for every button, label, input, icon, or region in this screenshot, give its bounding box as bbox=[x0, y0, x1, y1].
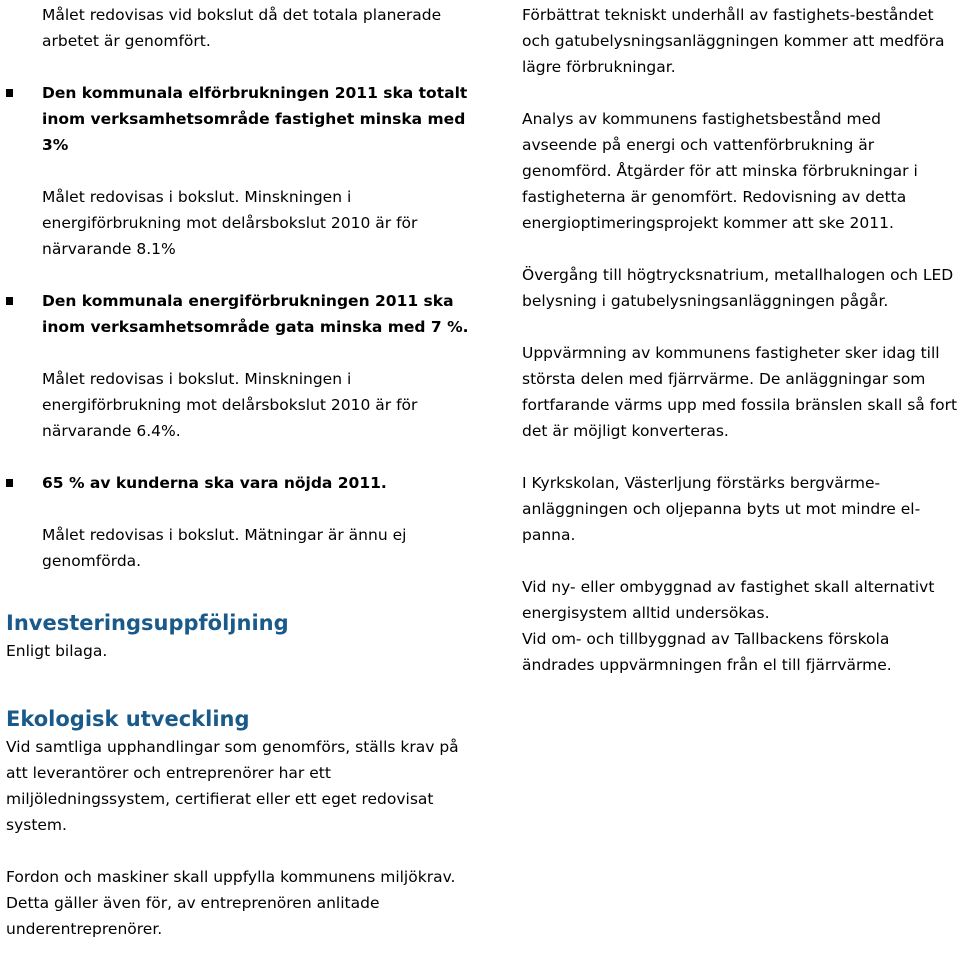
paragraph-alternative-energy: Vid ny- eller ombyggnad av fastighet skall alternativt energisystem alltid undersökas. bbox=[522, 578, 935, 622]
paragraph-vehicles: Fordon och maskiner skall uppfylla kommunens miljökrav. Detta gäller även för, av entreprenören anlitade underentreprenörer. bbox=[6, 868, 456, 938]
paragraph-procurement: Vid samtliga upphandlingar som genomförs, ställs krav på att leverantörer och entreprenörer har ett miljöledningssystem, certifierat eller ett eget redovisat system. bbox=[6, 738, 459, 834]
paragraph-electricity-result: Målet redovisas i bokslut. Minskningen i energiförbrukning mot delårsbokslut 2010 är för närvarande 8.1% bbox=[42, 188, 418, 258]
goal-customer-satisfaction-text: 65 % av kunderna ska vara nöjda 2011. bbox=[42, 474, 387, 492]
paragraph-measurement: Målet redovisas i bokslut. Mätningar är ännu ej genomförda. bbox=[42, 526, 407, 570]
bullet-icon bbox=[6, 89, 13, 97]
bullet-icon bbox=[6, 297, 13, 305]
paragraph-total-work: Målet redovisas vid bokslut då det totala planerade arbetet är genomfört. bbox=[42, 6, 442, 50]
paragraph-energy-result: Målet redovisas i bokslut. Minskningen i energiförbrukning mot delårsbokslut 2010 är för närvarande 6.4%. bbox=[42, 370, 418, 440]
paragraph-attachment: Enligt bilaga. bbox=[6, 642, 108, 660]
paragraph-maintenance: Förbättrat tekniskt underhåll av fastighets-beståndet och gatubelysningsanläggningen kommer att medföra lägre förbrukningar. bbox=[522, 6, 945, 76]
goal-electricity bbox=[6, 80, 476, 158]
goal-energy-street bbox=[6, 288, 476, 340]
paragraph-lighting: Övergång till högtrycksnatrium, metallhalogen och LED belysning i gatubelysningsanläggningen pågår. bbox=[522, 266, 954, 310]
paragraph-analysis: Analys av kommunens fastighetsbestånd med avseende på energi och vattenförbrukning är genomförd. Åtgärder för att minska förbrukningar i fastigheterna är genomfört. Redovisning av detta energioptimeringsprojekt kommer att ske 2011. bbox=[522, 110, 918, 232]
paragraph-heating: Uppvärmning av kommunens fastigheter sker idag till största delen med fjärrvärme. De anläggningar som fortfarande värms upp med fossila bränslen skall så fort det är möjligt konverteras. bbox=[522, 344, 958, 440]
goal-customer-satisfaction bbox=[6, 470, 476, 496]
goal-energy-street-text: Den kommunala energiförbrukningen 2011 ska inom verksamhetsområde gata minska med 7 %. bbox=[42, 292, 469, 336]
paragraph-kyrkskolan: I Kyrkskolan, Västerljung förstärks bergvärme-anläggningen och oljepanna byts ut mot mindre el-panna. bbox=[522, 474, 921, 544]
right-column bbox=[522, 0, 958, 678]
heading-investment: Investeringsuppföljning bbox=[6, 611, 289, 635]
heading-ecological: Ekologisk utveckling bbox=[6, 707, 250, 731]
paragraph-tallbacken: Vid om- och tillbyggnad av Tallbackens förskola ändrades uppvärmningen från el till fjärrvärme. bbox=[522, 630, 892, 674]
bullet-icon bbox=[6, 479, 13, 487]
goal-electricity-text: Den kommunala elförbrukningen 2011 ska totalt inom verksamhetsområde fastighet minska med 3% bbox=[42, 84, 468, 154]
left-column bbox=[6, 0, 476, 942]
